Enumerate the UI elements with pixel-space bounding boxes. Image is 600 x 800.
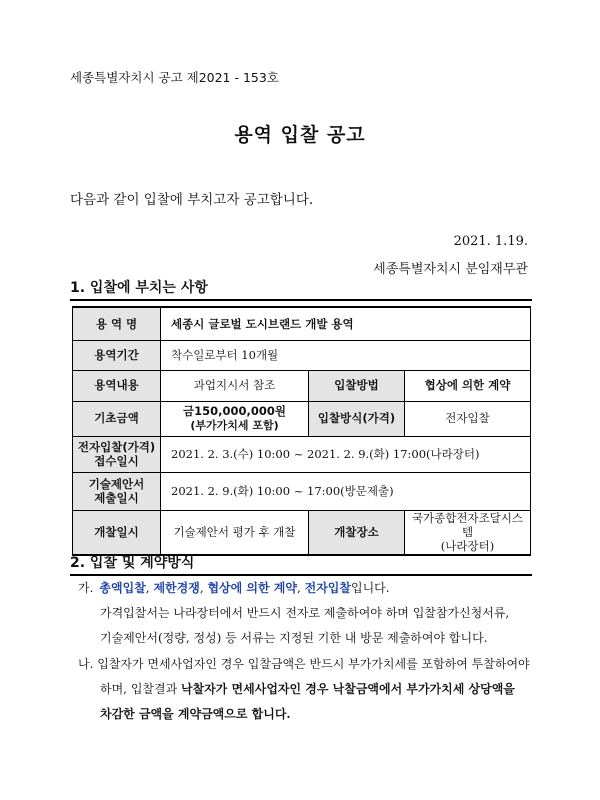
- section2-divider: [70, 574, 532, 576]
- section1-divider: [70, 299, 532, 301]
- clause-a-mark: 가.: [78, 581, 94, 595]
- proposal-label: [73, 472, 161, 510]
- service-name-value: 세종시 글로벌 도시브랜드 개발 용역: [161, 307, 531, 340]
- period-value: 착수일로부터 10개월: [161, 340, 531, 370]
- service-name-label: 용 역 명: [73, 307, 161, 340]
- table-row: [73, 307, 531, 340]
- clause-a-item: 협상에 의한 계약: [207, 581, 297, 595]
- bid-info-table: [72, 306, 531, 556]
- clause-a-suffix: 입니다.: [350, 581, 390, 595]
- base-amount-note: (부가가치세 포함): [190, 418, 279, 432]
- page-title: 용역 입찰 공고: [234, 124, 366, 146]
- clause-a-line2: 가격입찰서는 나라장터에서 반드시 전자로 제출하여야 하며 입찰참가신청서류,: [100, 606, 510, 620]
- table-row: [73, 370, 531, 401]
- notice-date: 2021. 1.19.: [453, 234, 528, 249]
- clause-a-sep: ,: [145, 581, 154, 595]
- clause-b-line1: 나. 입찰자가 면세사업자인 경우 입찰금액은 반드시 부가가치세를 포함하여 투찰하여야: [78, 657, 530, 671]
- bid-type-label: 입찰방식(가격): [309, 401, 405, 436]
- notice-number: 세종특별자치시 공고 제2021 - 153호: [70, 70, 279, 85]
- proposal-time-value: 2021. 2. 9.(화) 10:00 ~ 17:00(방문제출): [161, 472, 531, 510]
- bid-type-value: 전자입찰: [405, 401, 531, 436]
- clause-a-sep: ,: [199, 581, 208, 595]
- table-row: [73, 472, 531, 510]
- section1-heading: 1. 입찰에 부치는 사항: [70, 280, 208, 296]
- clause-b-line2-bold: 낙찰자가 면세사업자인 경우 낙찰금액에서 부가가치세 상당액을: [181, 682, 515, 696]
- table-row: [73, 436, 531, 472]
- e-bid-label-line1: 전자입찰(가격): [77, 439, 156, 454]
- clause-a-item: 총액입찰: [99, 581, 146, 595]
- base-amount-value: 금150,000,000원: [183, 404, 286, 419]
- section2-heading: 2. 입찰 및 계약방식: [70, 555, 195, 571]
- opening-time-value: 기술제안서 평가 후 개찰: [161, 510, 309, 555]
- table-row: [73, 510, 531, 555]
- clause-b-line3: 차감한 금액을 계약금액으로 합니다.: [100, 707, 291, 721]
- bid-method-value: 협상에 의한 계약: [405, 370, 531, 401]
- proposal-label-line1: 기술제안서: [88, 476, 145, 491]
- clause-a-line1: [78, 581, 390, 595]
- opening-place-line1: 국가종합전자조달시스템: [411, 510, 524, 539]
- clause-a-line3: 기술제안서(정량, 정성) 등 서류는 지정된 기한 내 방문 제출하여야 합니다.: [100, 631, 488, 645]
- base-amount-label: 기초금액: [73, 401, 161, 436]
- clause-b-line2: [100, 682, 515, 696]
- bid-method-label: 입찰방법: [309, 370, 405, 401]
- proposal-label-line2: 제출일시: [94, 491, 139, 505]
- e-bid-label-line2: 접수일시: [94, 454, 139, 468]
- opening-place-line2: (나라장터): [440, 539, 495, 554]
- e-bid-time-value: 2021. 2. 3.(수) 10:00 ~ 2021. 2. 9.(화) 17:00(나라장터): [161, 436, 531, 472]
- clause-a-item: 제한경쟁: [153, 581, 200, 595]
- e-bid-label: [73, 436, 161, 472]
- intro-text: 다음과 같이 입찰에 부치고자 공고합니다.: [70, 192, 314, 208]
- content-label: 용역내용: [73, 370, 161, 401]
- issuer: 세종특별자치시 분임재무관: [373, 262, 528, 277]
- base-amount-cell: [161, 401, 309, 436]
- opening-place-label: 개찰장소: [309, 510, 405, 555]
- opening-label: 개찰일시: [73, 510, 161, 555]
- clause-a-item: 전자입찰: [304, 581, 351, 595]
- table-row: [73, 340, 531, 370]
- clause-b-line2-plain: 하며, 입찰결과: [100, 682, 181, 696]
- opening-place-value: [405, 510, 531, 555]
- table-row: [73, 401, 531, 436]
- period-label: 용역기간: [73, 340, 161, 370]
- content-value: 과업지시서 참조: [161, 370, 309, 401]
- clause-a-sep: ,: [296, 581, 305, 595]
